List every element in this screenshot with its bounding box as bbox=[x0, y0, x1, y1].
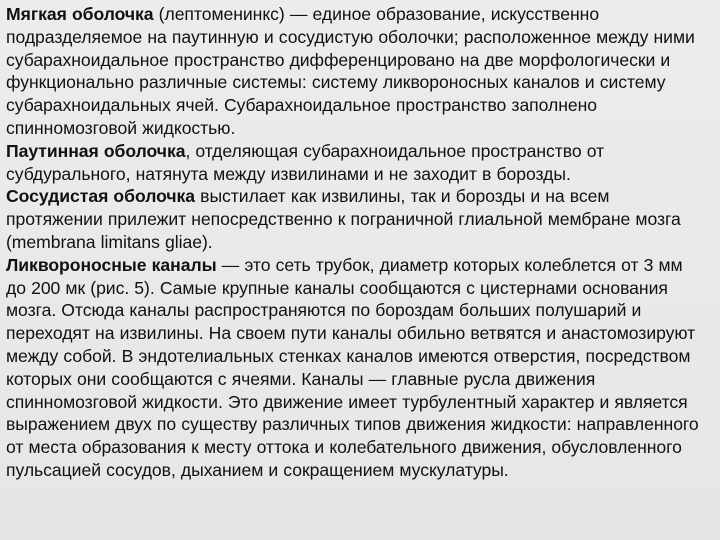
paragraph-vascular-membrane bbox=[6, 185, 706, 253]
paragraph-text: — это сеть трубок, диаметр которых колеблется от 3 мм до 200 мк (рис. 5). Самые крупные каналы сообщаются с цистернами основания мозга. Отсюда каналы распространяются по бороздам больших полушарий и переходят на извилины. На своем пути каналы обильно ветвятся и анастомозируют между собой. В эндотелиальных стенках каналов имеются отверстия, посредством которых они сообщаются с ячеями. Каналы — главные русла движения спинномозговой жидкости. Это движение имеет турбулентный характер и является выражением двух по существу различных типов движения жидкости: направленного от места образования к месту оттока и колебательного движения, обусловленного пульсацией сосудов, дыханием и сокращением мускулатуры. bbox=[6, 254, 699, 480]
term-pia-mater: Мягкая оболочка bbox=[6, 4, 154, 24]
term-arachnoid: Паутинная оболочка bbox=[6, 140, 186, 161]
paragraph-arachnoid bbox=[6, 140, 706, 186]
paragraph-text: , отделяющая субарахноидальное пространство от субдурального, натянута между извилинами и не заходит в борозды. bbox=[6, 140, 605, 184]
term-vascular-membrane: Сосудистая оболочка bbox=[6, 186, 196, 207]
paragraph-text: выстилает как извилины, так и борозды и на всем протяжении прилежит непосредственно к пограничной глиальной мембране мозга (membrana limitans gliae). bbox=[6, 186, 681, 252]
paragraph-text: (лептоменинкс) — единое образование, искусственно подразделяемое на паутинную и сосудистую оболочки; расположенное между ними субарахноидальное пространство дифференцировано на две морфологически и функционально различные системы: систему ликвороносных каналов и систему субарахноидальных ячей. Субарахноидальное пространство заполнено спинномозговой жидкостью. bbox=[6, 4, 695, 138]
term-csf-channels: Ликвороносные каналы bbox=[6, 254, 217, 275]
paragraph-csf-channels bbox=[6, 254, 706, 482]
paragraph-pia-mater bbox=[6, 3, 706, 140]
